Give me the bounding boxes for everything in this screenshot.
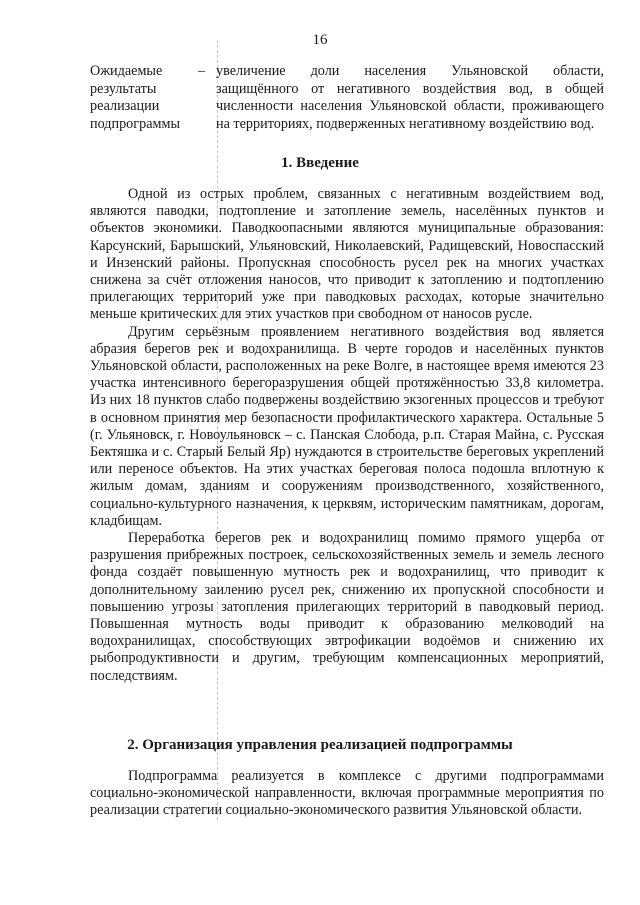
- section-1-heading: 1. Введение: [281, 155, 359, 171]
- page-number: 16: [312, 32, 328, 48]
- expected-results-label: Ожидаемые результаты реализации подпрограммы: [90, 63, 180, 132]
- paragraph: Одной из острых проблем, связанных с негативным воздействием вод, являются паводки, подтопление и затопление земель, населённых пунктов и объектов экономики. Паводкоопасными являются муниципальные образования: Карсунский, Барышский, Ульяновский, Николаевский, Радищевский, Новоспасский и Инзенский районы. Пропускная способность русел рек на многих участках снижена за счёт отложения наносов, что приводит к затоплению и подтоплению прилегающих территорий уже при паводковых расходах, которые значительно меньше критических для этих участков при свободном от наносов русле.: [90, 186, 604, 323]
- paragraph: Подпрограмма реализуется в комплексе с другими подпрограммами социально-экономической направленности, включая программные мероприятия по реализации стратегии социально-экономического развития Ульяновской области.: [90, 768, 604, 819]
- paragraph: Переработка берегов рек и водохранилищ помимо прямого ущерба от разрушения прибрежных построек, сельскохозяйственных земель и земель лесного фонда создаёт повышенную мутность рек и водохранилищ, что приводит к дополнительному заилению русел рек, снижению их пропускной способности и повышению угрозы затопления прилегающих территорий в паводковый период. Повышенная мутность воды приводит к образованию мелководий на водохранилищах, способствующих эвтрофикации водоёмов и снижению их рыбопродуктивности и другим, требующим компенсационных мероприятий, последствиям.: [90, 530, 604, 684]
- section-1-body: [90, 186, 604, 685]
- expected-results-text: увеличение доли населения Ульяновской области, защищённого от негативного воздействия вод, в общей численности населения Ульяновской области, проживающего на территориях, подверженных негативному воздействию вод.: [216, 63, 604, 132]
- label-dash: –: [198, 63, 206, 79]
- section-2-heading: 2. Организация управления реализацией подпрограммы: [127, 737, 513, 753]
- section-2-body: [90, 768, 604, 820]
- paragraph: Другим серьёзным проявлением негативного воздействия вод является абразия берегов рек и водохранилища. В черте городов и населённых пунктов Ульяновской области, расположенных на реке Волге, в настоящее время имеются 23 участка интенсивного берегоразрушения общей протяжённостью 33,8 километра. Из них 18 пунктов слабо подвержены воздействию экзогенных процессов и требуют в основном принятия мер безопасности профилактического характера. Остальные 5 (г. Ульяновск, г. Новоульяновск – с. Панская Слобода, р.п. Старая Майна, с. Русская Бектяшка и с. Старый Белый Яр) нуждаются в строительстве береговых укреплений или переносе объектов. На этих участках береговая полоса подошла вплотную к жилым домам, зданиям и сооружениям производственного, хозяйственного, социально-культурного назначения, к церквям, историческим памятникам, дорогам, кладбищам.: [90, 323, 604, 529]
